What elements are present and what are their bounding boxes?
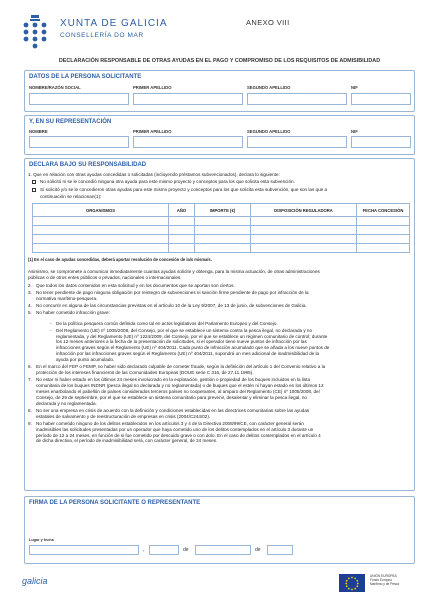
item-line: No estar ni haber estado en los últimos 24 meses involucrado en la explotación, gestión o propiedad de los buques incluidos en la lista	[36, 377, 311, 382]
org-name: XUNTA DE GALICIA	[60, 18, 168, 29]
item-number: 9.	[28, 420, 32, 426]
item-line: normativa marítimo-pesquera.	[36, 296, 98, 301]
item-line: reglamentada, y del Reglamento (UE) nº 1224/2009, del Consejo, por el que se establece un régimen comunitario de control; durante	[56, 333, 328, 339]
de-separator-1: de	[183, 547, 189, 553]
applicant-surname1-label: PRIMER APELLIDO	[133, 85, 172, 90]
table-row	[33, 226, 410, 235]
applicant-surname2-label: SEGUNDO APELLIDO	[247, 85, 291, 90]
item-line: inadmisibles las solicitudes presentadas por un operador que haya cometido uno de los delitos contemplados en el artículo 3 durante un	[36, 426, 314, 432]
item-line: de dicha directiva, el período de inadmisibilidad será, con carácter general, de 24 meses.	[36, 438, 218, 444]
item-line: estatales de salvamento y de reestructuración de empresas en crisis (2004/C244/02).	[36, 413, 211, 419]
representative-nif-field[interactable]	[351, 136, 411, 148]
col-organisms: ORGANISMOS	[33, 204, 169, 217]
applicant-surname1-field[interactable]	[133, 93, 243, 105]
item-number: 2.	[28, 283, 32, 288]
declaration-item-1: 1. Que en relación con otras ayudas concedidas o solicitadas (incluyendo préstamos subvencionados), declara lo siguiente:	[28, 172, 280, 177]
other-aid-label-1: Sí solicitó y/o se le concedieron otras ayudas para este mismo proyecto y conceptos para los que solicita esta subvención, que son las que a	[40, 187, 328, 192]
col-year: AÑO	[169, 204, 195, 217]
annex-label: ANEXO VIII	[246, 18, 290, 27]
no-other-aid-label: No solicitó ni se le concedió ninguna otra ayuda para este mismo proyecto y conceptos para los que solicita esta subvención.	[40, 179, 295, 184]
representative-heading: Y, EN SU REPRESENTACIÓN	[29, 119, 112, 125]
item-line: Del Reglamento (UE) nº 1005/2008, del Consejo, por el que se establece un sistema contra la pesca ilegal, no declarada y no	[56, 327, 313, 333]
eu-flag-icon	[339, 574, 365, 592]
comma-separator: ,	[143, 547, 145, 553]
table-cell[interactable]	[169, 235, 195, 244]
day-field[interactable]	[149, 545, 179, 555]
table-cell[interactable]	[33, 235, 169, 244]
place-field[interactable]	[29, 545, 139, 555]
applicant-name-label: NOMBRE/RAZÓN SOCIAL	[29, 85, 81, 90]
signature-heading: FIRMA DE LA PERSONA SOLICITANTE O REPRESENTANTE	[29, 500, 201, 506]
xunta-logo-icon	[20, 14, 50, 50]
table-cell[interactable]	[169, 244, 195, 253]
table-cell[interactable]	[169, 217, 195, 226]
item-number: -	[50, 320, 52, 326]
item-line: infracción por las infracciones graves según el Reglamento (UE) nº 404/2011, supondrá un mes adicional de inadmisibilidad de la	[56, 351, 320, 357]
representative-surname1-label: PRIMER APELLIDO	[133, 129, 172, 134]
table-cell[interactable]	[195, 235, 251, 244]
applicant-surname2-field[interactable]	[247, 93, 347, 105]
representative-name-label: NOMBRE	[29, 129, 48, 134]
item-number: -	[50, 327, 52, 333]
table-cell[interactable]	[357, 235, 410, 244]
item-line: comunitaria de los buques INDNR (pesca ilegal no declarada y no reglamentada) o de buques que el estén ni hayan estado en los últimos 12	[36, 382, 324, 388]
month-field[interactable]	[195, 545, 251, 555]
representative-section	[24, 115, 415, 155]
table-cell[interactable]	[251, 226, 357, 235]
representative-name-field[interactable]	[29, 136, 129, 148]
table-cell[interactable]	[33, 226, 169, 235]
year-field[interactable]	[267, 545, 293, 555]
item-line: meses enarbolando el pabellón de países considerados terceros países no cooperantes, al amparo del Reglamento (CE) nº 1005/2008, del	[36, 388, 320, 394]
table-cell[interactable]	[251, 217, 357, 226]
item-line: declarada y no reglamentada.	[36, 400, 97, 406]
table-cell[interactable]	[33, 217, 169, 226]
table-cell[interactable]	[251, 244, 357, 253]
representative-surname1-field[interactable]	[133, 136, 243, 148]
representative-nif-label: NIF	[351, 129, 358, 134]
org-department: CONSELLERÍA DO MAR	[60, 32, 144, 39]
item-number: 5.	[28, 310, 32, 316]
aid-footnote: (1) En el caso de ayudas concedidas, deberá aportar resolución de concesión de la/s misma/s.	[28, 257, 212, 262]
table-cell[interactable]	[169, 226, 195, 235]
eu-line-1: UNIÓN EUROPEA	[370, 574, 397, 578]
galicia-footer-logo: galicia	[22, 576, 48, 586]
place-date-label: Lugar y fecha	[29, 538, 54, 542]
table-row	[33, 217, 410, 226]
table-cell[interactable]	[33, 244, 169, 253]
table-cell[interactable]	[357, 226, 410, 235]
no-other-aid-checkbox[interactable]	[32, 180, 36, 184]
de-separator-2: de	[255, 547, 261, 553]
item-line: infracciones graves según el Reglamento (UE) nº 404/2011. Cada punto de infracción acumulado que se añada a los nueve puntos de	[56, 345, 330, 351]
applicant-section	[24, 70, 415, 112]
applicant-name-field[interactable]	[29, 93, 129, 105]
table-cell[interactable]	[195, 244, 251, 253]
table-cell[interactable]	[195, 217, 251, 226]
item-line: los 12 meses anteriores a la fecha de la presentación de solicitudes, si el operador tiene nueve puntos de infracción por las	[56, 339, 307, 345]
table-cell[interactable]	[195, 226, 251, 235]
other-aid-label-2: continuación se relacionan(1):	[40, 194, 102, 199]
item-line: No ser una empresa en crisis de acuerdo con la definición y condiciones establecidas en las directrices comunitarias sobre las ayudas	[36, 407, 310, 413]
item-line: No concurrir en alguna de las circunstancias previstas en el artículo 10 de la Ley 9/2007, de 13 de junio, de subvenciones de Galicia.	[36, 303, 307, 309]
commitment-line-1: Asimismo, se compromete a comunicar inmediatamente cuantas ayudas solicite y obtenga, para la misma actuación, de otras administraciones	[28, 269, 320, 274]
item-line: No tener pendiente de pago ninguna obligación por reintegro de subvenciones ni sanción firme pendiente de pago por infracción de la	[36, 290, 309, 296]
item-number: 4.	[28, 303, 32, 309]
other-aid-checkbox[interactable]	[32, 188, 36, 192]
item-line: En el marco del FEP o FEMP, no haber sido declarado culpable de cometer fraude, según la definición del artículo 1 del Convenio relativo a la	[36, 364, 326, 369]
eu-line-3: Marítimo y de Pesca	[370, 582, 400, 587]
item-number: 7.	[28, 377, 32, 382]
applicant-nif-field[interactable]	[351, 93, 411, 105]
col-regulation: DISPOSICIÓN REGULADORA	[251, 204, 357, 217]
item-number: 6.	[28, 364, 32, 369]
applicant-nif-label: NIF	[351, 85, 358, 90]
item-number: 8.	[28, 407, 32, 413]
table-cell[interactable]	[357, 244, 410, 253]
col-amount: IMPORTE (€)	[195, 204, 251, 217]
item-line: No haber cometido infracción grave:	[36, 310, 110, 316]
item-line: No haber cometido ninguno de los delitos establecidos en los artículos 3 y 4 de la Directiva 2008/99/CE, con carácter general serán	[36, 420, 304, 426]
table-row	[33, 244, 410, 253]
item-line: período de 12 a 24 meses, en función de si fue cometido por descuido grave o con dolo. En el caso de delitos contemplados en el artículo 4	[36, 432, 321, 438]
eu-fund-text	[370, 574, 399, 586]
table-cell[interactable]	[251, 235, 357, 244]
document-title: DECLARACIÓN RESPONSABLE DE OTRAS AYUDAS EN EL PAGO Y COMPROMISO DE LOS REQUISITOS DE ADMISIBILIDAD	[58, 58, 381, 64]
item-line: ayuda por punto acumulado.	[56, 357, 115, 363]
col-date: FECHA CONCESIÓN	[357, 204, 410, 217]
signature-section	[24, 496, 415, 564]
other-aid-table	[32, 203, 410, 253]
table-cell[interactable]	[357, 217, 410, 226]
item-line: Que todos los datos contenidos en esta solicitud y en los documentos que se aportan son ciertos.	[36, 283, 235, 288]
representative-surname2-label: SEGUNDO APELLIDO	[247, 129, 291, 134]
table-row	[33, 235, 410, 244]
item-number: 3.	[28, 290, 32, 296]
table-header-row	[33, 204, 410, 217]
item-line: Consejo, de 29 de septiembre, por el que se establece un sistema comunitario para prevenir, desalentar y eliminar la pesca ilegal, no	[36, 394, 307, 400]
commitment-line-2: públicas o de otros entes públicos o privados, nacionales o internacionales.	[28, 275, 182, 280]
declaration-heading: DECLARA BAJO SU RESPONSABILIDAD	[29, 162, 147, 168]
item-line: protección de los intereses financieros de las Comunidades Europeas (DOUE serie C 316, de 27.11.1995).	[36, 369, 254, 375]
eu-line-2: Fondo Europeo	[370, 578, 392, 583]
representative-surname2-field[interactable]	[247, 136, 347, 148]
item-line: De la política pesquera común definida como tal en actos legislativos del Parlamento Europeo y del Consejo.	[56, 320, 278, 326]
applicant-heading: DATOS DE LA PERSONA SOLICITANTE	[29, 74, 142, 80]
